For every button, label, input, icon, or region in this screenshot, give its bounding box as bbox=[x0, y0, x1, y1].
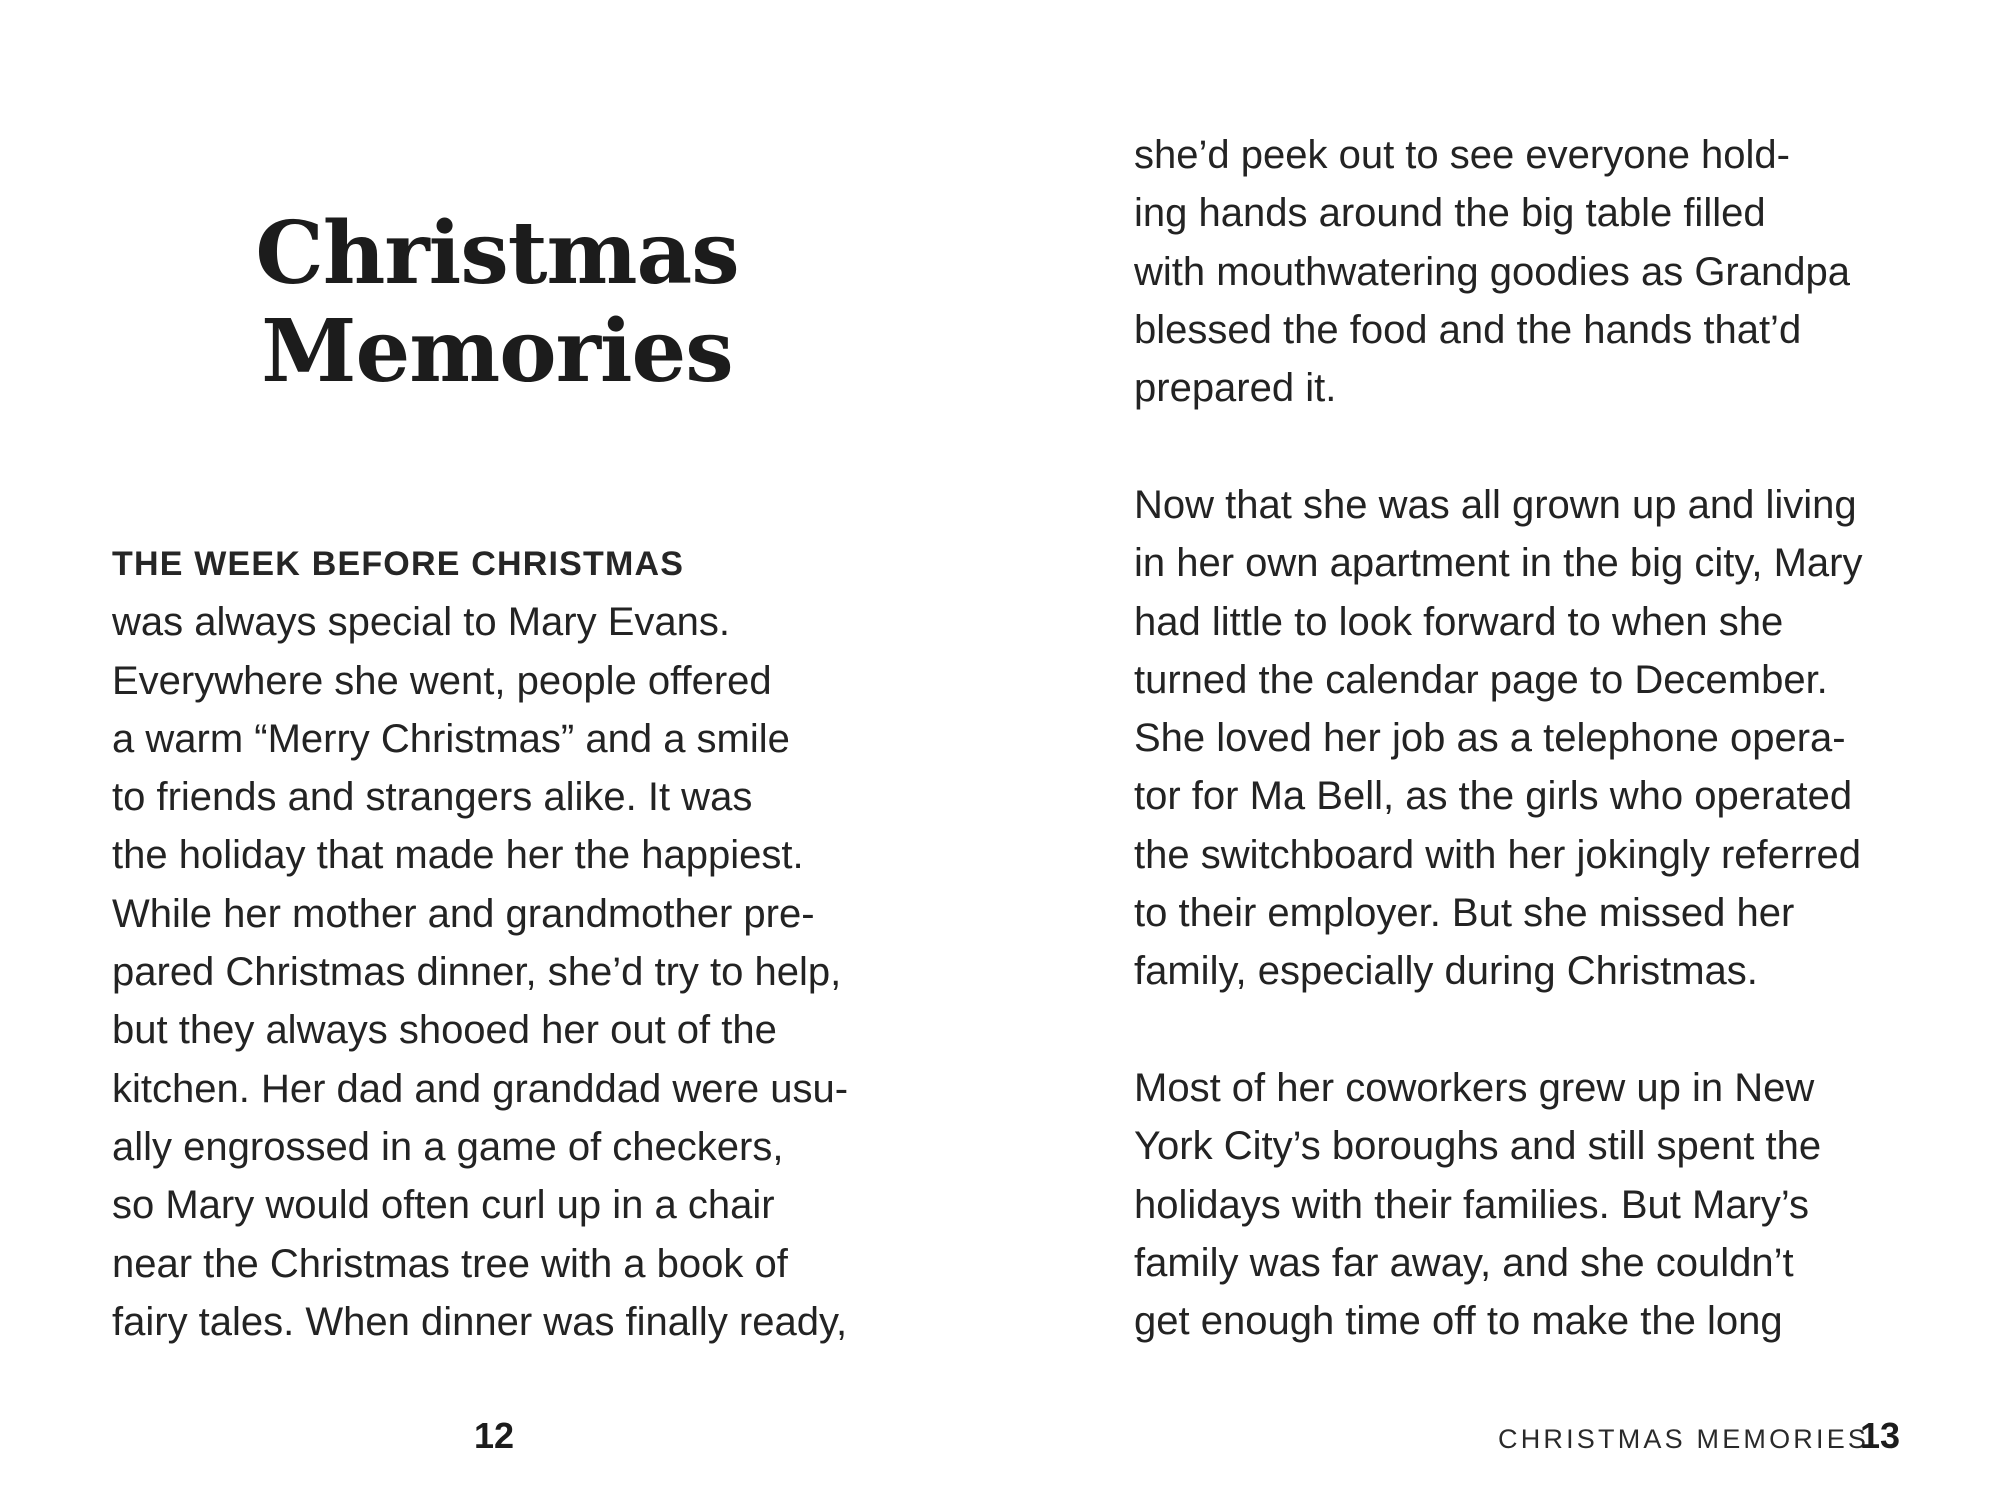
body-line: with mouthwatering goodies as Grandpa bbox=[1134, 249, 1850, 294]
body-line: holidays with their families. But Mary’s bbox=[1134, 1182, 1810, 1227]
body-line: Everywhere she went, people offered bbox=[112, 658, 772, 703]
body-line: get enough time off to make the long bbox=[1134, 1299, 1783, 1344]
body-line: turned the calendar page to December. bbox=[1134, 657, 1828, 702]
body-line: she’d peek out to see everyone hold- bbox=[1134, 133, 1790, 177]
body-line: so Mary would often curl up in a chair bbox=[112, 1183, 775, 1228]
paragraph bbox=[1134, 476, 1862, 1001]
body-line: ing hands around the big table filled bbox=[1134, 191, 1766, 236]
body-line: Most of her coworkers grew up in New bbox=[1134, 1066, 1815, 1110]
body-line: to their employer. But she missed her bbox=[1134, 891, 1795, 936]
body-line: pared Christmas dinner, she’d try to help, bbox=[112, 950, 842, 995]
body-line: prepared it. bbox=[1134, 366, 1337, 411]
body-line: was always special to Mary Evans. bbox=[112, 600, 731, 645]
body-line: While her mother and grandmother pre- bbox=[112, 891, 815, 936]
body-line: She loved her job as a telephone opera- bbox=[1134, 716, 1846, 761]
body-line: family was far away, and she couldn’t bbox=[1134, 1240, 1794, 1285]
body-line: the holiday that made her the happiest. bbox=[112, 833, 804, 878]
chapter-title-line: Memories bbox=[261, 301, 733, 402]
lead-in-text: THE WEEK BEFORE CHRISTMAS bbox=[112, 545, 685, 583]
chapter-title-line: Christmas bbox=[255, 203, 739, 304]
running-head: CHRISTMAS MEMORIES bbox=[1498, 1424, 1870, 1454]
right-page bbox=[1000, 0, 2000, 1498]
body-line: near the Christmas tree with a book of bbox=[112, 1241, 788, 1286]
body-line: in her own apartment in the big city, Mary bbox=[1134, 541, 1863, 586]
page-number-right: 13 bbox=[1860, 1415, 1901, 1456]
body-line: the switchboard with her jokingly referred bbox=[1134, 832, 1862, 877]
chapter-title bbox=[112, 205, 882, 401]
page-number-left: 12 bbox=[474, 1415, 515, 1456]
body-line: ally engrossed in a game of checkers, bbox=[112, 1124, 784, 1169]
body-line: blessed the food and the hands that’d bbox=[1134, 307, 1802, 352]
body-line: had little to look forward to when she bbox=[1134, 599, 1784, 644]
body-line: but they always shooed her out of the bbox=[112, 1008, 777, 1053]
body-line: fairy tales. When dinner was finally ready, bbox=[112, 1299, 848, 1344]
body-line: York City’s boroughs and still spent the bbox=[1134, 1124, 1822, 1169]
body-line: tor for Ma Bell, as the girls who operated bbox=[1134, 774, 1853, 819]
body-line: Now that she was all grown up and living bbox=[1134, 483, 1857, 527]
body-line: to friends and strangers alike. It was bbox=[112, 775, 753, 820]
paragraph bbox=[1134, 1059, 1821, 1350]
left-body-text bbox=[112, 535, 848, 1351]
body-line: kitchen. Her dad and granddad were usu- bbox=[112, 1066, 849, 1111]
body-line: family, especially during Christmas. bbox=[1134, 949, 1758, 994]
body-line: a warm “Merry Christmas” and a smile bbox=[112, 716, 790, 761]
paragraph bbox=[1134, 126, 1850, 417]
